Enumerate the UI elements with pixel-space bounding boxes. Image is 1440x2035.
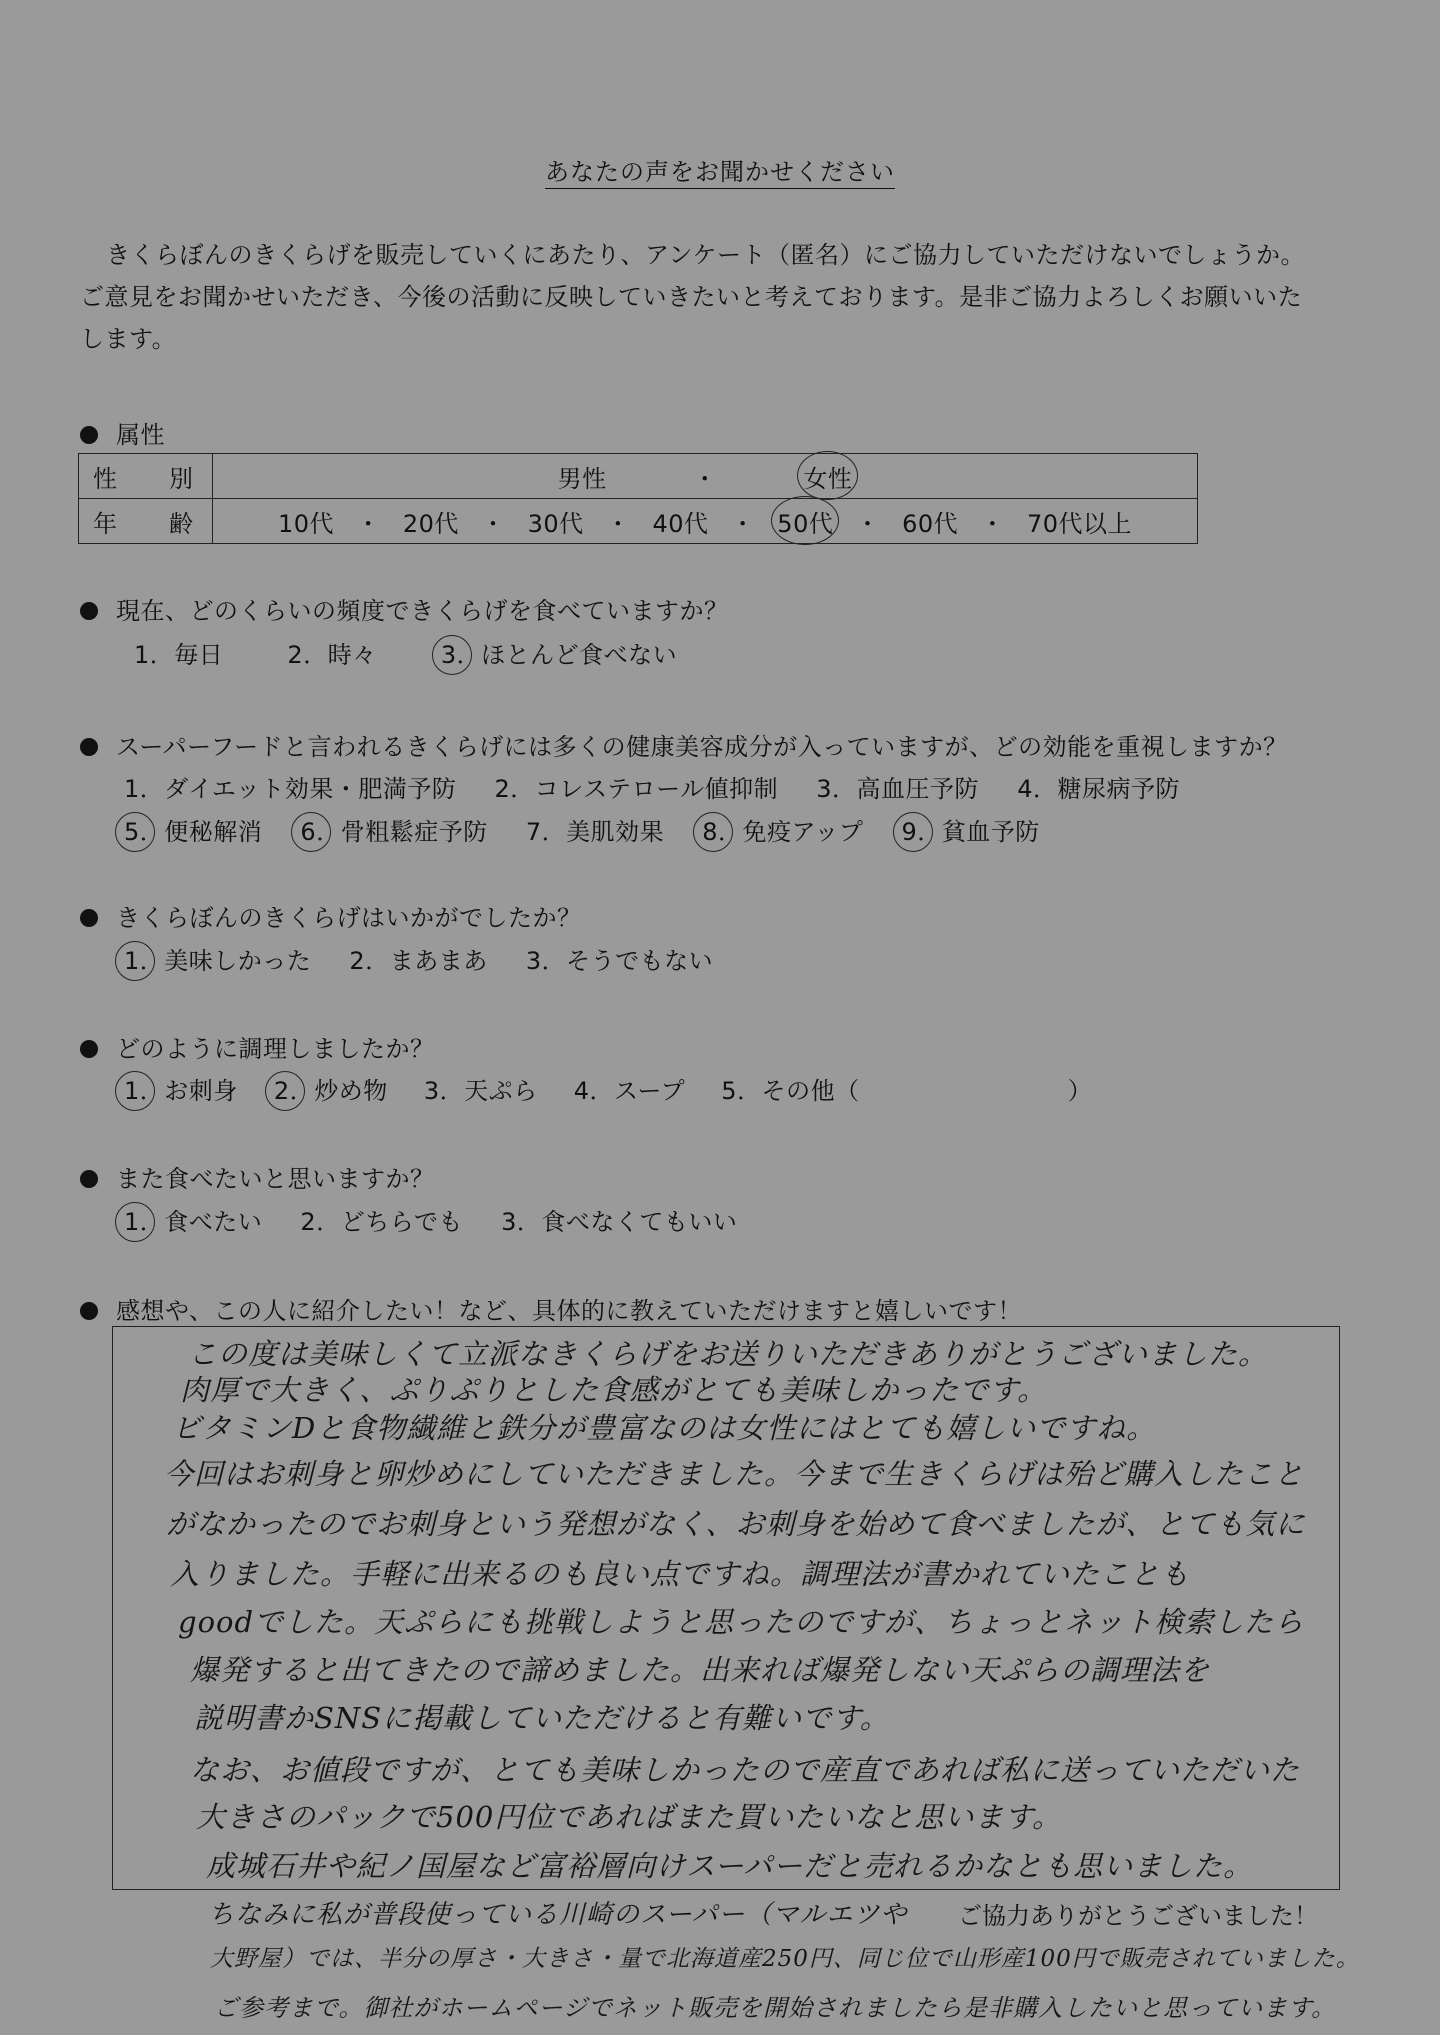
age-options: 10代 ・ 20代 ・ 30代 ・ 40代 ・ 50代 ・ 60代 ・ 70代以上 [213, 499, 1198, 544]
handwritten-line: 爆発すると出てきたので諦めました。出来れば爆発しない天ぷらの調理法を [190, 1653, 1211, 1687]
handwritten-line: 大きさのパックで500円位であればまた買いたいなと思います。 [196, 1800, 1063, 1834]
gender-separator: ・ [692, 464, 718, 493]
gender-options [213, 454, 1198, 499]
handwritten-line: ご参考まで。御社がホームページでネット販売を開始されましたら是非購入したいと思っています。 [214, 1994, 1337, 2022]
survey-title: あなたの声をお聞かせください [0, 152, 1440, 187]
age-option: 70代以上 [1026, 509, 1132, 538]
q1-option-circled: 3．ほとんど食べない [440, 641, 678, 669]
q4-heading: どのように調理しましたか？ [80, 1029, 435, 1064]
q3-option-circled: 1．美味しかった [124, 947, 312, 975]
handwritten-line: 肉厚で大きく、ぷりぷりとした食感がとても美味しかったです。 [180, 1373, 1048, 1407]
bullet-icon [80, 1170, 98, 1188]
q2-option: 2．コレステロール値抑制 [494, 775, 779, 803]
age-option: 60代 [902, 509, 959, 538]
handwritten-line: ちなみに私が普段使っている川崎のスーパー（マルエツや [208, 1900, 908, 1930]
bullet-icon [80, 1302, 98, 1320]
gender-female-circled: 女性 [803, 459, 852, 494]
q2-option: 1．ダイエット効果・肥満予防 [124, 775, 457, 803]
q2-option-circled: 8．免疫アップ [702, 818, 864, 846]
handwritten-line: 説明書かSNSに掲載していただけると有難いです。 [194, 1701, 890, 1735]
bullet-icon [80, 426, 98, 444]
q4-close-paren: ） [1067, 1077, 1093, 1105]
q2-options-row-1 [124, 769, 1180, 804]
attributes-heading: 属性 [80, 415, 165, 450]
q1-heading: 現在、どのくらいの頻度できくらげを食べていますか？ [80, 591, 729, 626]
bullet-icon [80, 738, 98, 756]
age-option: 20代 [402, 509, 459, 538]
q6-heading: 感想や、この人に紹介したい！など、具体的に教えていただけますと嬉しいです！ [80, 1291, 1022, 1326]
attributes-table [78, 453, 1198, 544]
intro-paragraph [80, 234, 1370, 360]
bullet-icon [80, 909, 98, 927]
age-option-circled: 50代 [777, 504, 833, 539]
q2-option-circled: 5．便秘解消 [124, 818, 263, 846]
handwritten-line: ビタミンDと食物繊維と鉄分が豊富なのは女性にはとても嬉しいですね。 [172, 1411, 1157, 1445]
q3-option: 3．そうでもない [525, 947, 714, 975]
handwritten-line: 成城石井や紀ノ国屋など富裕層向けスーパーだと売れるかなとも思いました。 [206, 1849, 1254, 1883]
gender-label: 性 別 [79, 454, 213, 499]
q1-option: 1．毎日 [134, 641, 224, 669]
q1-option: 2．時々 [287, 641, 377, 669]
q5-option: 2．どちらでも [300, 1208, 463, 1236]
handwritten-line: なお、お値段ですが、とても美味しかったので産直であれば私に送っていただいた [190, 1753, 1301, 1787]
q3-option: 2．まあまあ [349, 947, 488, 975]
bullet-icon [80, 1040, 98, 1058]
age-option: 10代 [277, 509, 335, 538]
q4-option-circled: 1．お刺身 [124, 1077, 238, 1105]
thanks-message: ご協力ありがとうございました！ [958, 1902, 1318, 1930]
q4-option-circled: 2．炒め物 [273, 1077, 388, 1105]
handwritten-line: がなかったのでお刺身という発想がなく、お刺身を始めて食べましたが、とても気に [166, 1507, 1306, 1541]
age-label: 年 齢 [79, 499, 213, 544]
q2-option: 7．美肌効果 [525, 818, 665, 846]
handwritten-line: 今回はお刺身と卵炒めにしていただきました。今まで生きくらげは殆ど購入したこと [164, 1457, 1305, 1491]
q4-options [124, 1071, 1092, 1106]
q5-options [124, 1202, 737, 1237]
handwritten-line: 入りました。手軽に出来るのも良い点ですね。調理法が書かれていたことも [170, 1557, 1191, 1591]
q2-option-circled: 6．骨粗鬆症予防 [300, 818, 488, 846]
age-row [79, 499, 1198, 544]
q3-heading: きくらぼんのきくらげはいかがでしたか？ [80, 898, 582, 933]
intro-line-2: ご意見をお聞かせいただき、今後の活動に反映していきたいと考えております。是非ご協力よろしくお願いいた [80, 283, 1303, 311]
handwritten-line: この度は美味しくて立派なきくらげをお送りいただきありがとうございました。 [188, 1337, 1269, 1371]
q1-options [134, 635, 677, 670]
gender-row [79, 454, 1198, 499]
q4-option: 4．スープ [573, 1077, 686, 1105]
q2-option: 4．糖尿病予防 [1017, 775, 1180, 803]
q5-heading: また食べたいと思いますか？ [80, 1159, 435, 1194]
bullet-icon [80, 602, 98, 620]
age-option: 40代 [652, 509, 709, 538]
q2-option: 3．高血圧予防 [816, 775, 980, 803]
gender-male: 男性 [557, 464, 607, 493]
handwritten-line: 大野屋）では、半分の厚さ・大きさ・量で北海道産250円、同じ位で山形産100円で販売されていました。 [210, 1946, 1360, 1972]
handwritten-line: goodでした。天ぷらにも挑戦しようと思ったのですが、ちょっとネット検索したら [178, 1605, 1305, 1639]
q2-option-circled: 9．貧血予防 [901, 818, 1040, 846]
intro-line-3: します。 [80, 325, 177, 353]
q2-heading: スーパーフードと言われるきくらげには多くの健康美容成分が入っていますが、どの効能を重視しますか？ [80, 727, 1288, 762]
q4-option: 3．天ぷら [423, 1077, 538, 1105]
q4-option-other: 5．その他（ [721, 1077, 860, 1105]
q2-options-row-2 [124, 812, 1040, 847]
q5-option-circled: 1．食べたい [124, 1208, 263, 1236]
q5-option: 3．食べなくてもいい [501, 1208, 738, 1236]
q3-options [124, 941, 713, 976]
intro-line-1: きくらぼんのきくらげを販売していくにあたり、アンケート（匿名）にご協力していただけないでしょうか。 [106, 241, 1306, 269]
age-option: 30代 [527, 509, 584, 538]
